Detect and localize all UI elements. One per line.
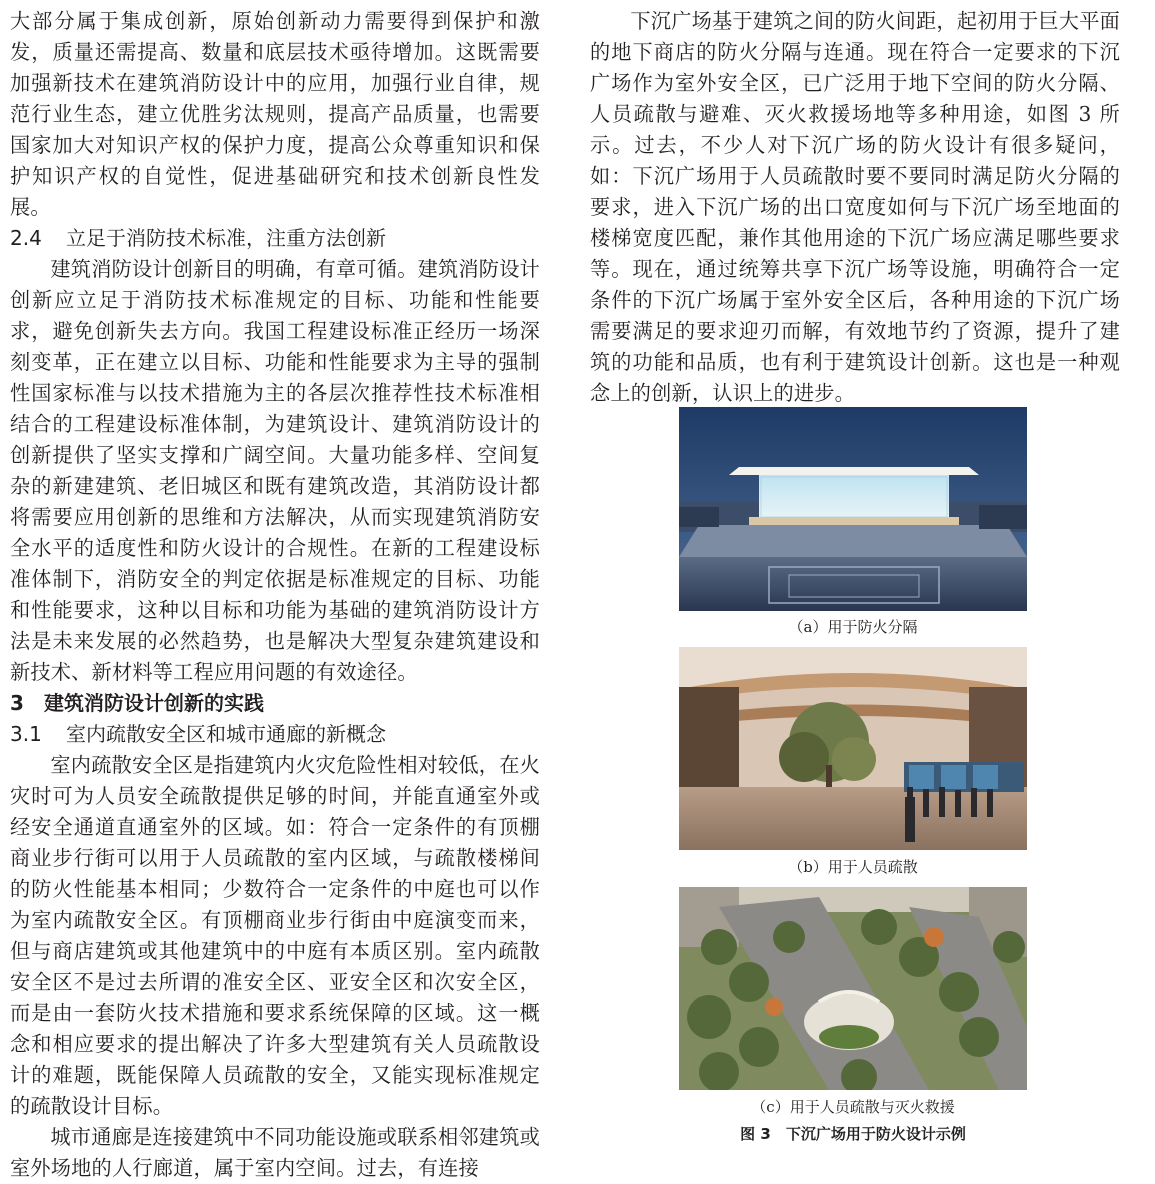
subcaption-c: （c）用于人员疏散与灭火救援	[751, 1098, 955, 1116]
section-title: 立足于消防技术标准，注重方法创新	[66, 226, 386, 250]
figure-3	[679, 0, 1027, 1150]
section-number: 3	[10, 691, 24, 715]
paragraph-continued: 大部分属于集成创新，原始创新动力需要得到保护和激发，质量还需提高、数量和底层技术亟待增加。这既需要加强新技术在建筑消防设计中的应用，加强行业自律，规范行业生态，建立优胜劣汰规则，提高产品质量，也需要国家加大对知识产权的保护力度，提高公众尊重知识和保护知识产权的自觉性，促进基础研究和技术创新良性发展。	[10, 9, 540, 219]
paragraph-sunken-plaza: 下沉广场基于建筑之间的防火间距，起初用于巨大平面的地下商店的防火分隔与连通。现在符合一定要求的下沉广场作为室外安全区，已广泛用于地下空间的防火分隔、人员疏散与避难、灭火救援场地等多种用途，如图 3 所示。过去，不少人对下沉广场的防火设计有很多疑问，如：下沉广场用于人员疏散时要不要同时满足防火分隔的要求，进入下沉广场的出口宽度如何与下沉广场至地面的楼梯宽度匹配，兼作其他用途的下沉广场应满足哪些要求等。现在，通过统筹共享下沉广场等设施，明确符合一定条件的下沉广场属于室外安全区后，各种用途的下沉广场需要满足的要求迎刃而解，有效地节约了资源，提升了建筑的功能和品质，也有利于建筑设计创新。这也是一种观念上的创新，认识上的进步。	[590, 9, 1120, 405]
photo-evacuation	[679, 647, 1027, 850]
photo-evacuation-firefighting	[679, 887, 1027, 1090]
section-number: 2.4	[10, 226, 42, 250]
paragraph-3-1-corridor: 城市通廊是连接建筑中不同功能设施或联系相邻建筑或室外场地的人行廊道，属于室内空间。过去，有连接	[10, 1125, 540, 1180]
section-title: 建筑消防设计创新的实践	[44, 691, 264, 715]
section-heading-2-4	[10, 223, 540, 254]
photo-fire-separation	[679, 407, 1027, 611]
left-column	[10, 6, 540, 1184]
section-title: 室内疏散安全区和城市通廊的新概念	[66, 722, 386, 746]
section-heading-3-1	[10, 719, 540, 750]
section-heading-3	[10, 688, 540, 719]
paragraph-2-4: 建筑消防设计创新目的明确，有章可循。建筑消防设计创新应立足于消防技术标准规定的目标、功能和性能要求，避免创新失去方向。我国工程建设标准正经历一场深刻变革，正在建立以目标、功能和性能要求为主导的强制性国家标准与以技术措施为主的各层次推荐性技术标准相结合的工程建设标准体制，为建筑设计、建筑消防设计的创新提供了坚实支撑和广阔空间。大量功能多样、空间复杂的新建建筑、老旧城区和既有建筑改造，其消防设计都将需要应用创新的思维和方法解决，从而实现建筑消防安全水平的适度性和防火设计的合规性。在新的工程建设标准体制下，消防安全的判定依据是标准规定的目标、功能和性能要求，这种以目标和功能为基础的建筑消防设计方法是未来发展的必然趋势，也是解决大型复杂建筑建设和新技术、新材料等工程应用问题的有效途径。	[10, 257, 540, 684]
subcaption-b: （b）用于人员疏散	[788, 858, 918, 876]
section-number: 3.1	[10, 722, 42, 746]
paragraph-3-1-safe-zone: 室内疏散安全区是指建筑内火灾危险性相对较低，在火灾时可为人员安全疏散提供足够的时间，并能直通室外或经安全通道直通室外的区域。如：符合一定条件的有顶棚商业步行街可以用于人员疏散的室内区域，与疏散楼梯间的防火性能基本相同；少数符合一定条件的中庭也可以作为室内疏散安全区。有顶棚商业步行街由中庭演变而来，但与商店建筑或其他建筑中的中庭有本质区别。室内疏散安全区不是过去所谓的准安全区、亚安全区和次安全区，而是由一套防火技术措施和要求系统保障的区域。这一概念和相应要求的提出解决了许多大型建筑有关人员疏散设计的难题，既能保障人员疏散的安全，又能实现标准规定的疏散设计目标。	[10, 753, 540, 1118]
figure-caption: 图 3 下沉广场用于防火设计示例	[740, 1125, 966, 1143]
subcaption-a: （a）用于防火分隔	[788, 618, 918, 636]
